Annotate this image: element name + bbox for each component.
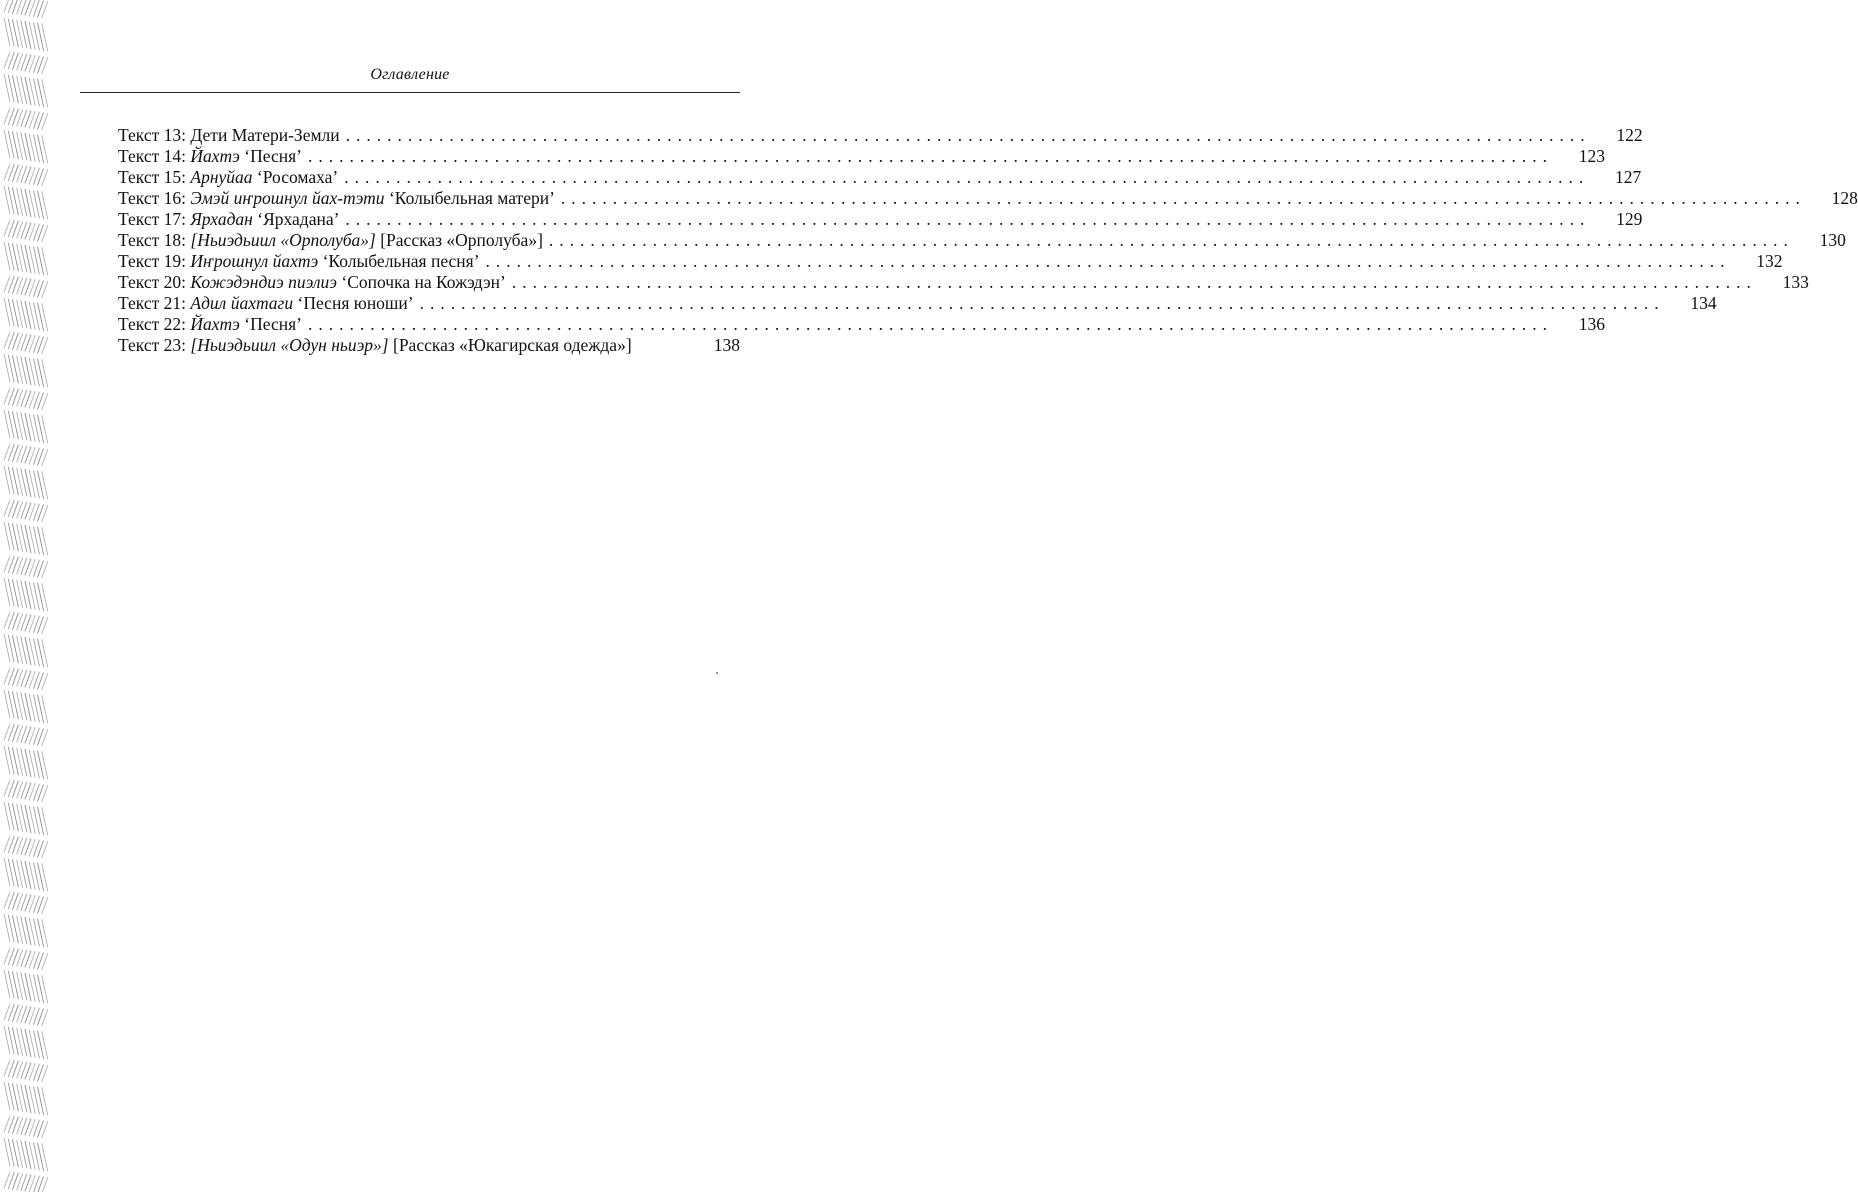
toc-entry-label: Текст 19: [118, 251, 191, 271]
toc-entry-original-title: Иҥрошнул йахтэ [190, 251, 319, 271]
toc-entry [118, 314, 1605, 335]
toc-entry-page-number: 128 [1831, 188, 1858, 208]
toc-entry-label: Текст 23: [118, 335, 191, 355]
toc-entry-title [118, 293, 414, 314]
toc-entry [118, 188, 1858, 209]
toc-entry-title [118, 335, 632, 356]
dot-leader: ........................................................................................................................ [548, 230, 1794, 250]
toc-entry [118, 335, 740, 356]
toc-entry-label: Текст 22: [118, 314, 191, 334]
toc-entry-page-number: 129 [1616, 209, 1643, 229]
toc-entry-translation: ‘Песня’ [239, 314, 302, 334]
binding-edge-scan [0, 0, 54, 1192]
dot-leader: ........................................................................................................................ [307, 314, 1553, 334]
dot-leader: ........................................................................................................................ [485, 251, 1731, 271]
dot-leader: ........................................................................................................................ [307, 146, 1553, 166]
dot-leader: ........................................................................................................................ [560, 188, 1806, 208]
table-of-contents [118, 125, 1858, 356]
toc-entry-page-number: 136 [1578, 314, 1605, 334]
toc-entry-title [118, 188, 555, 209]
toc-entry-original-title: Арнуйаа [190, 167, 253, 187]
toc-entry [118, 125, 1643, 146]
dot-leader: ........................................................................................................................ [511, 272, 1757, 292]
scan-speck [716, 672, 718, 674]
toc-entry-translation: ‘Песня юноши’ [293, 293, 414, 313]
dot-leader: ........................................................................................................................ [345, 209, 1591, 229]
toc-entry-page-number: 133 [1782, 272, 1809, 292]
toc-entry-label: Текст 21: [118, 293, 191, 313]
toc-entry-title [118, 146, 302, 167]
toc-entry-translation: [Рассказ «Юкагирская одежда»] [388, 335, 632, 355]
toc-entry-page-number: 123 [1578, 146, 1605, 166]
toc-entry-original-title: [Ньиэдьиил «Одун ньиэр»] [190, 335, 389, 355]
toc-entry-translation: [Рассказ «Орполуба»] [375, 230, 543, 250]
toc-entry-translation: ‘Колыбельная матери’ [384, 188, 555, 208]
toc-entry-original-title: Йахтэ [190, 146, 240, 166]
toc-entry [118, 293, 1717, 314]
toc-entry [118, 209, 1643, 230]
toc-entry-label: Текст 15: [118, 167, 191, 187]
header-rule [80, 92, 740, 93]
toc-entry-label: Текст 18: [118, 230, 191, 250]
running-head-title: Оглавление [370, 66, 450, 83]
toc-entry-page-number: 122 [1616, 125, 1643, 145]
toc-entry-page-number: 134 [1690, 293, 1717, 313]
dot-leader: ........................................................................................................................ [419, 293, 1665, 313]
toc-entry-label: Текст 17: [118, 209, 191, 229]
toc-entry-translation: ‘Песня’ [239, 146, 302, 166]
toc-entry [118, 272, 1809, 293]
toc-entry-translation: ‘Сопочка на Кожэдэн’ [337, 272, 506, 292]
toc-entry-title [118, 314, 302, 335]
toc-entry-page-number: 127 [1615, 167, 1642, 187]
toc-entry-page-number: 138 [713, 335, 740, 355]
toc-entry [118, 167, 1642, 188]
toc-entry-original-title: Кожэдэндиэ пиэлиэ [190, 272, 338, 292]
toc-entry-page-number: 130 [1819, 230, 1846, 250]
toc-entry-original-title: Адил йахтаги [190, 293, 294, 313]
toc-entry [118, 251, 1783, 272]
toc-entry-title [118, 251, 480, 272]
toc-entry-label: Текст 14: [118, 146, 191, 166]
toc-entry-translation: ‘Ярхадана’ [252, 209, 340, 229]
toc-entry-label: Текст 20: [118, 272, 191, 292]
toc-entry-label: Текст 13: [118, 125, 191, 145]
toc-entry-label: Текст 16: [118, 188, 191, 208]
toc-entry-page-number: 132 [1756, 251, 1783, 271]
toc-entry-original-title: Эмэй иҥрошнул йах-тэти [190, 188, 385, 208]
toc-entry-original-title: [Ньиэдьиил «Орполуба»] [190, 230, 376, 250]
toc-entry-original-title: Ярхадан [190, 209, 253, 229]
toc-entry-title [118, 167, 338, 188]
toc-entry-translation: Дети Матери-Земли [190, 125, 340, 145]
toc-entry-translation: ‘Колыбельная песня’ [318, 251, 480, 271]
toc-entry-title [118, 209, 339, 230]
toc-entry [118, 146, 1605, 167]
dot-leader: ........................................................................................................................ [344, 167, 1590, 187]
toc-entry-title [118, 230, 543, 251]
toc-entry-translation: ‘Росомаха’ [252, 167, 339, 187]
toc-entry-title [118, 272, 506, 293]
toc-entry-original-title: Йахтэ [190, 314, 240, 334]
toc-entry-title [118, 125, 340, 146]
dot-leader: ........................................................................................................................ [345, 125, 1591, 145]
toc-entry [118, 230, 1846, 251]
